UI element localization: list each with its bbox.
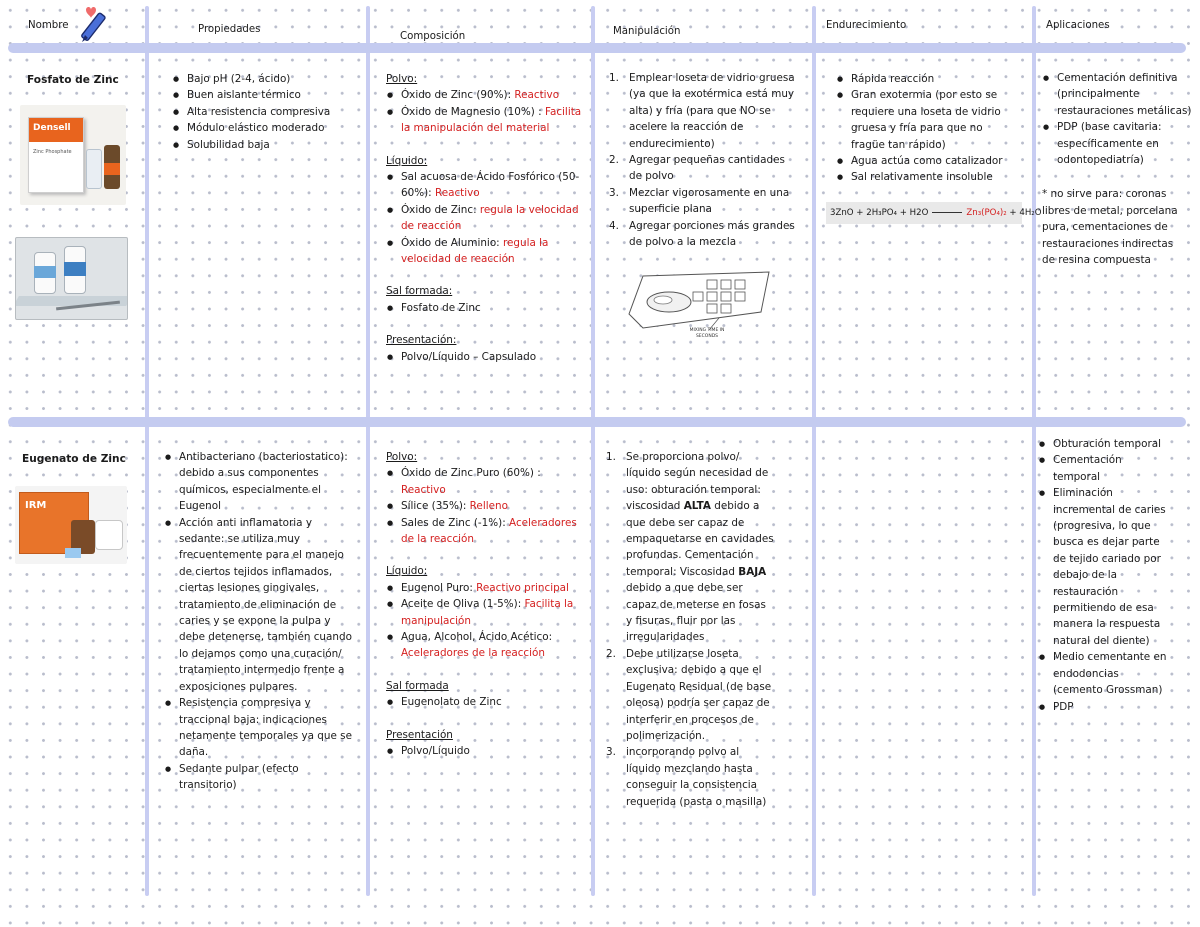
list-item: ● PDP (base cavitaria: específicamente en odontopediatría) bbox=[1042, 119, 1192, 168]
list-item: ● Óxido de Zinc: regula la velocidad de reacción bbox=[386, 202, 586, 235]
list-item: 3. incorporando polvo al líquido mezclando hasta conseguir la consistencia requerida (pasta o masilla) bbox=[606, 746, 767, 808]
list-item: ● Fosfato de Zinc bbox=[386, 300, 586, 316]
list-item: ● Eugenolato de Zinc bbox=[386, 694, 584, 710]
product-name-label: Zinc Phosphate bbox=[33, 149, 72, 155]
list-item: 2. Agregar pequeñas cantidades de polvo bbox=[609, 154, 785, 183]
list-item: ● Obturación temporal bbox=[1038, 436, 1170, 452]
product-brand-label: Densell bbox=[33, 123, 71, 133]
propiedades-cell bbox=[164, 449, 354, 794]
composicion-cell bbox=[386, 449, 584, 760]
list-item: ● Polvo/Líquido – Capsulado bbox=[386, 349, 586, 365]
column-divider bbox=[366, 6, 370, 896]
diagram-label: MIXING TIME IN SECONDS bbox=[689, 328, 725, 339]
list-item: ● Sílice (35%): Relleno bbox=[386, 498, 584, 514]
list-item: ● Agua actúa como catalizador bbox=[836, 153, 1014, 169]
row-name: Fosfato de Zinc bbox=[27, 74, 119, 86]
manipulacion-cell bbox=[606, 449, 774, 810]
list-item: ● Óxido de Zinc (90%): Reactivo bbox=[386, 87, 586, 103]
column-divider bbox=[812, 6, 816, 896]
list-item: ● Agua, Alcohol, Ácido Acético: Aceleradores de la reacción bbox=[386, 629, 584, 662]
list-item: ● Eliminación incremental de caries (progresiva, lo que busca es dejar parte de tejido cariado por debajo de la restauración permitiendo de esa manera la respuesta natural del diente) bbox=[1038, 485, 1170, 649]
list-item: ● Sal acuosa de Ácido Fosfórico (50-60%): Reactivo bbox=[386, 169, 586, 202]
list-item: ● Sal relativamente insoluble bbox=[836, 169, 1014, 185]
list-item: ● Rápida reacción bbox=[836, 71, 1014, 87]
aplicaciones-cell bbox=[1038, 436, 1170, 715]
list-item: 3. Mezclar vigorosamente en una superficie plana bbox=[609, 186, 790, 216]
pencil-heart-icon bbox=[76, 4, 112, 46]
section-title: Sal formada bbox=[386, 679, 449, 692]
section-title: Polvo: bbox=[386, 451, 418, 463]
list-item: ● Eugenol Puro: Reactivo principal bbox=[386, 580, 584, 596]
section-title: Presentación bbox=[386, 728, 453, 741]
list-item: ● PDP bbox=[1038, 699, 1170, 715]
header-aplicaciones: Aplicaciones bbox=[1046, 20, 1110, 31]
list-item: ● Bajo pH (2-4, ácido) bbox=[172, 71, 358, 87]
header-divider-bar bbox=[8, 43, 1186, 53]
list-item: ● Óxido de Magnesio (10%) : Facilita la manipulación del material bbox=[386, 104, 586, 137]
aplicaciones-cell bbox=[1042, 70, 1192, 268]
section-title: Líquido: bbox=[386, 154, 428, 167]
product-photo-irm-kit bbox=[15, 486, 127, 564]
mixing-slab-diagram bbox=[623, 262, 773, 350]
list-item: ● Sedante pulpar (efecto transitorio) bbox=[164, 761, 354, 794]
list-item: ● Alta resistencia compresiva bbox=[172, 104, 358, 120]
column-divider bbox=[145, 6, 149, 896]
header-nombre: Nombre bbox=[28, 20, 69, 31]
list-item: 2. Debe utilizarse loseta exclusiva: debido a que el Eugenato Residual (de base oleosa) podría ser capaz de interferir en procesos de polimerización. bbox=[606, 647, 772, 742]
product-photo-zinc-phosphate-bottles bbox=[15, 237, 128, 320]
list-item: ● Aceite de Oliva (1-5%): Facilita la manipulación bbox=[386, 596, 584, 629]
product-photo-zinc-phosphate-box bbox=[20, 105, 126, 205]
list-item: ● Resistencia compresiva y traccional baja: indicaciones netamente temporales ya que se daña. bbox=[164, 695, 354, 761]
column-divider bbox=[591, 6, 595, 896]
header-manipulacion: Manipulación bbox=[613, 26, 681, 37]
list-item: ● Solubilidad baja bbox=[172, 137, 358, 153]
list-item: ● Antibacteriano (bacteriostatico): debido a sus componentes químicos, especialmente el Eugenol bbox=[164, 449, 354, 515]
propiedades-cell bbox=[172, 71, 358, 153]
reaction-formula: 3ZnO + 2H₃PO₄ + H2O Zn₃(PO₄)₂ + 4H₂O bbox=[826, 202, 1022, 224]
list-item: 4. Agregar porciones más grandes de polvo a la mezcla bbox=[609, 219, 795, 249]
section-title: Líquido: bbox=[386, 565, 428, 578]
row-divider-bar bbox=[8, 417, 1186, 427]
note-text: * no sirve para: coronas libres de metal, porcelana pura, cementaciones de restauraciones indirectas de resina compuesta bbox=[1042, 188, 1178, 267]
list-item: ● Polvo/Líquido bbox=[386, 743, 584, 759]
column-divider bbox=[1032, 6, 1036, 896]
list-item: ● Buen aislante térmico bbox=[172, 87, 358, 103]
section-title: Polvo: bbox=[386, 73, 418, 85]
list-item: ● Medio cementante en endodoncias (cemento Grossman) bbox=[1038, 649, 1170, 698]
composicion-cell bbox=[386, 71, 586, 365]
list-item: ● Cementación temporal bbox=[1038, 452, 1170, 485]
list-item: ● Sales de Zinc (-1%): Aceleradores de la reacción bbox=[386, 515, 584, 548]
header-propiedades: Propiedades bbox=[198, 24, 261, 35]
list-item: 1. Emplear loseta de vidrio gruesa (ya que la exotérmica está muy alta) y fría (para que NO se acelere la reacción de endurecimiento) bbox=[609, 72, 795, 150]
section-title: Sal formada: bbox=[386, 285, 453, 298]
list-item: ● Óxido de Zinc Puro (60%) : Reactivo bbox=[386, 465, 584, 498]
manipulacion-cell bbox=[609, 70, 795, 250]
list-item: ● Cementación definitiva (principalmente restauraciones metálicas) bbox=[1042, 70, 1192, 119]
header-composicion: Composición bbox=[400, 31, 466, 42]
product-brand-label: IRM bbox=[25, 500, 47, 511]
list-item: ● Acción anti inflamatoria y sedante: se utiliza muy frecuentemente para el manejo de ciertos tejidos inflamados, ciertas lesiones gingivales, tratamiento de eliminación de caries y se expone la pulpa y debe detenerse, también cuando lo dejamos como una curación/ tratamiento intermedio frente a exposiciones pulpares. bbox=[164, 515, 354, 695]
list-item: ● Módulo elástico moderado bbox=[172, 120, 358, 136]
row-name: Eugenato de Zinc bbox=[22, 453, 126, 465]
endurecimiento-cell bbox=[836, 71, 1014, 186]
list-item: ● Gran exotermia (por esto se requiere una loseta de vidrio gruesa y fría para que no fragüe tan rápido) bbox=[836, 87, 1014, 153]
section-title: Presentación: bbox=[386, 334, 457, 347]
header-endurecimiento: Endurecimiento bbox=[826, 20, 907, 31]
list-item: ● Óxido de Aluminio: regula la velocidad de reacción bbox=[386, 235, 586, 268]
list-item: 1. Se proporciona polvo/ líquido según necesidad de uso: obturación temporal: viscosidad ALTA debido a que debe ser capaz de empaquetarse en cavidades profundas. Cementación temporal: Viscosidad BAJA debido a que debe ser capaz de meterse en fosas y fisuras, fluir por las irregularidades bbox=[606, 451, 774, 644]
